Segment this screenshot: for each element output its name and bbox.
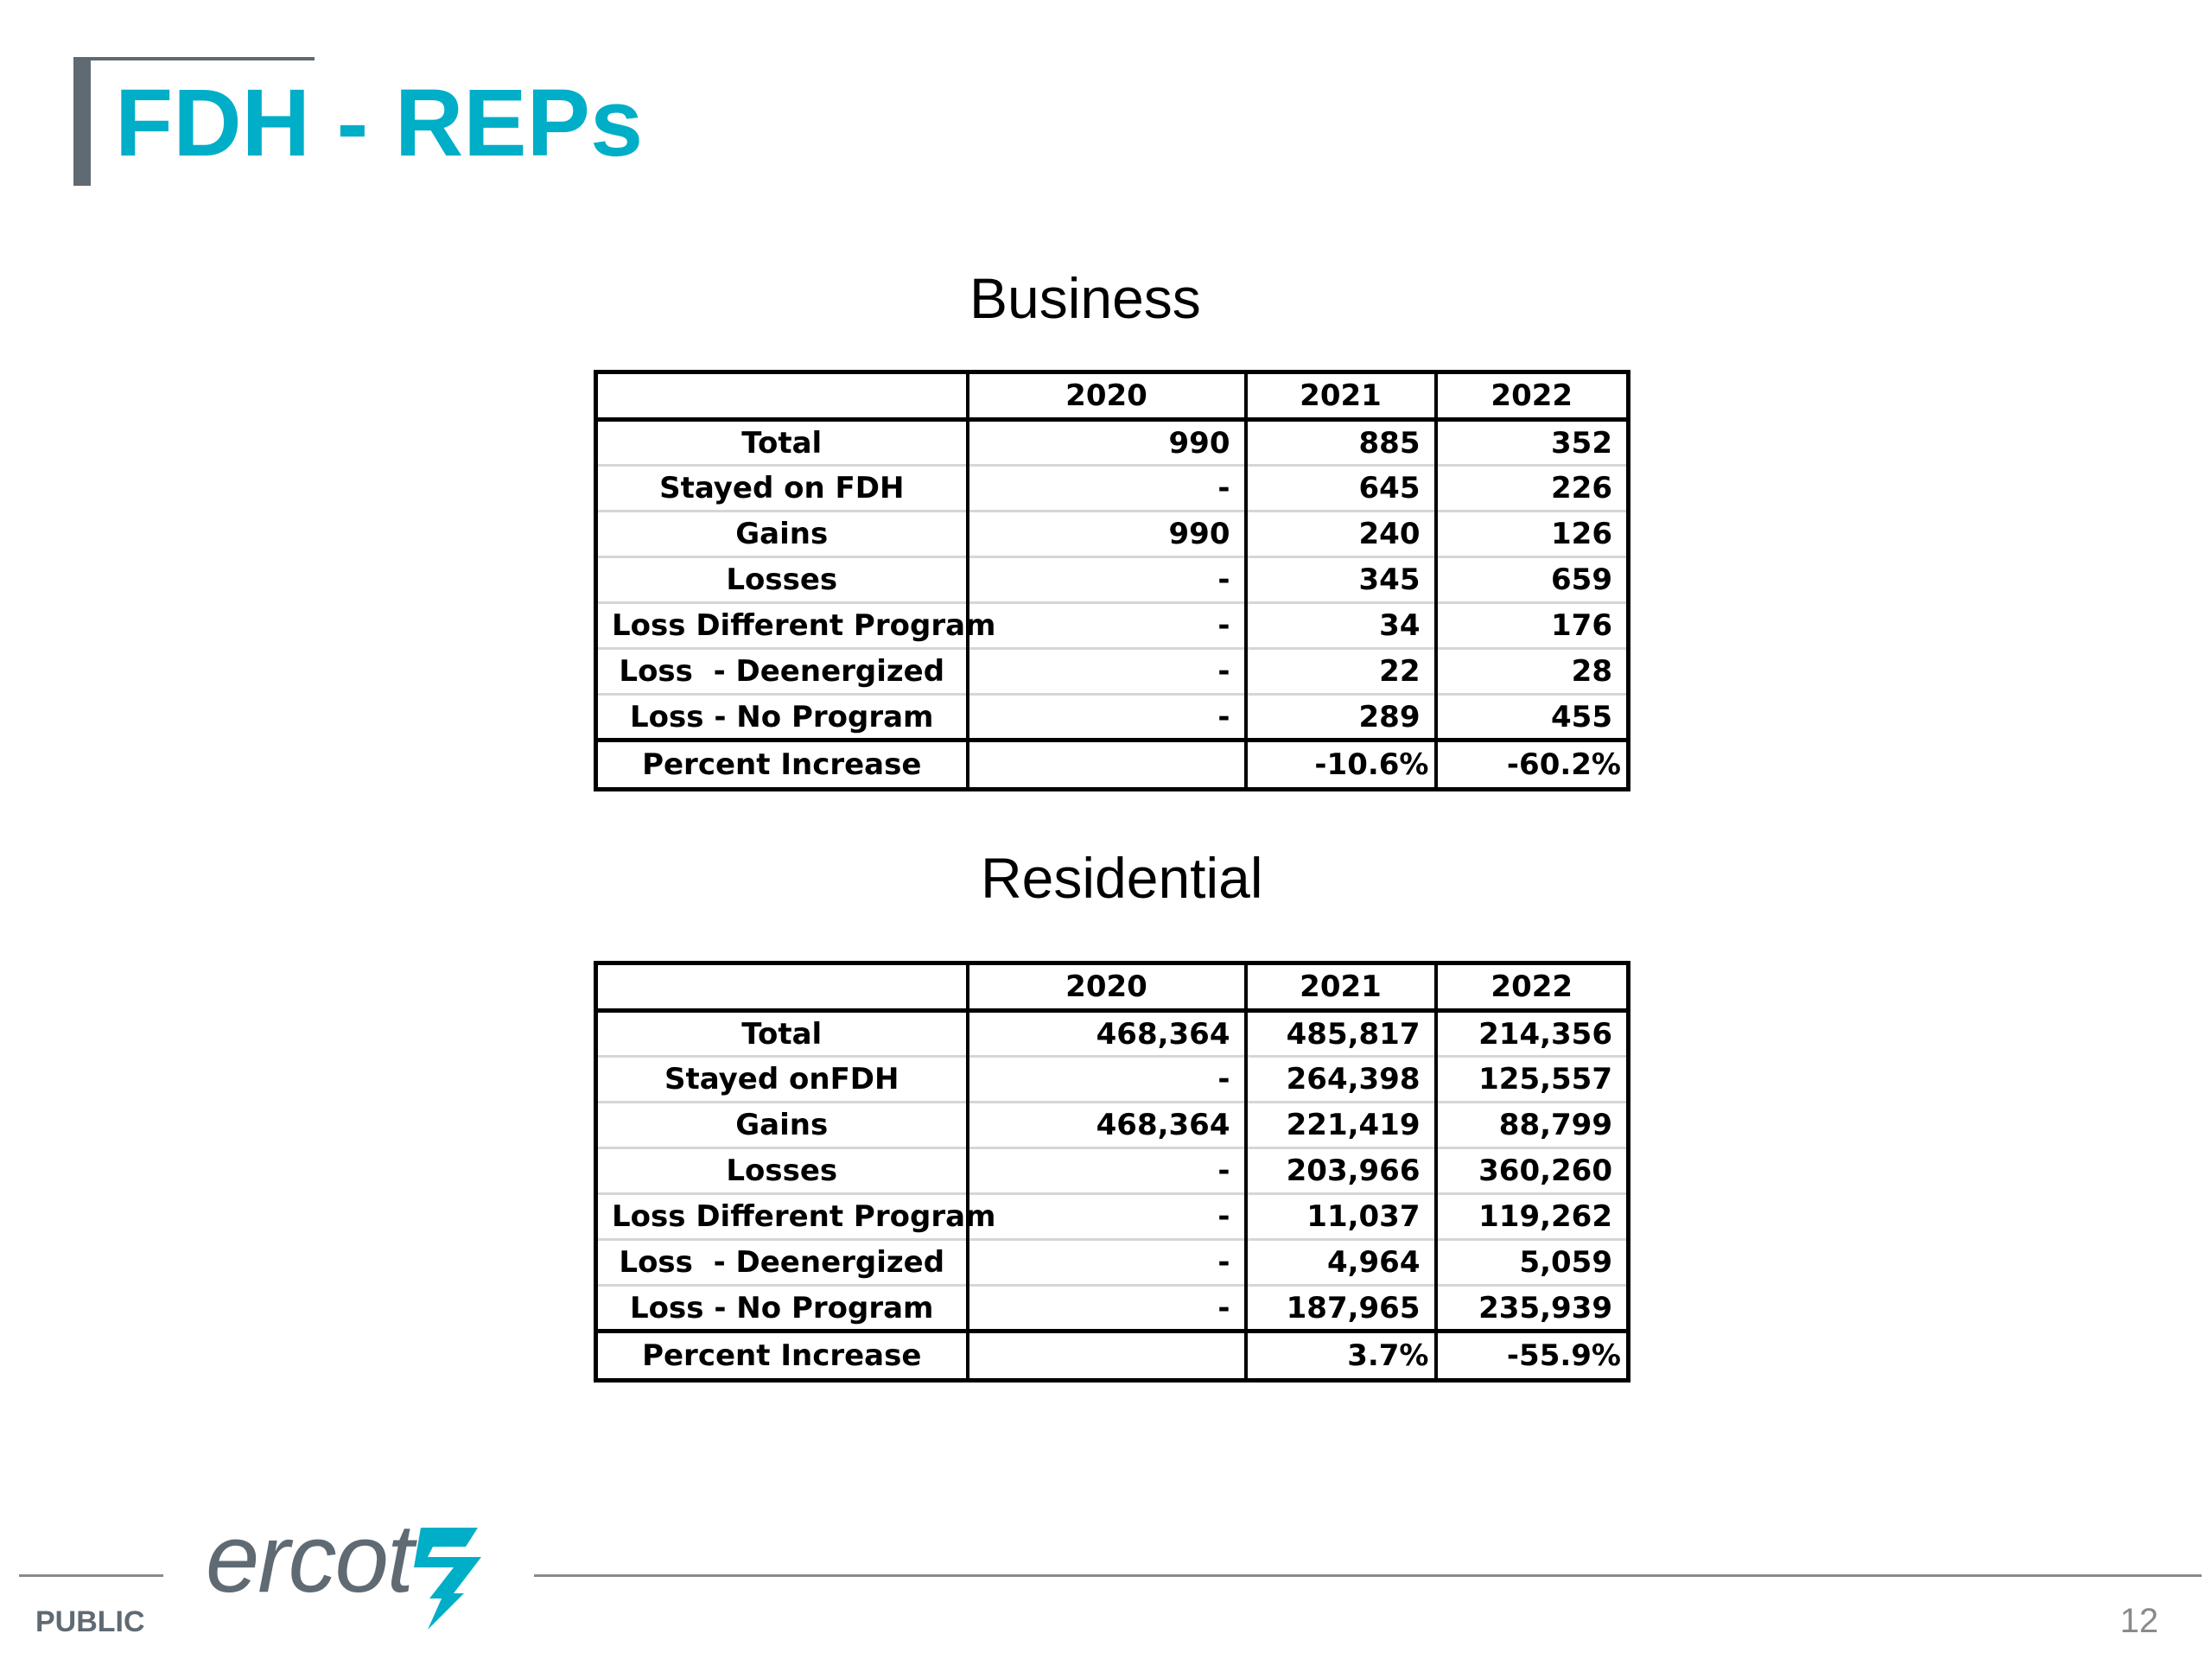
title-accent-bar (73, 58, 91, 186)
residential-table (594, 961, 1630, 1382)
row-label: Total (596, 420, 968, 466)
cell-2021: 885 (1246, 420, 1436, 466)
row-label: Loss - No Program (596, 695, 968, 741)
cell-2021: 345 (1246, 557, 1436, 603)
row-label: Stayed onFDH (596, 1057, 968, 1103)
row-label: Gains (596, 512, 968, 557)
cell-2021: 264,398 (1246, 1057, 1436, 1103)
table-row (596, 1057, 1629, 1103)
cell-2020: 990 (968, 420, 1246, 466)
cell-2022: 226 (1436, 466, 1629, 512)
cell-2022: 176 (1436, 603, 1629, 649)
row-label: Percent Increase (596, 741, 968, 790)
row-label: Percent Increase (596, 1332, 968, 1381)
header-cell (596, 372, 968, 420)
cell-2022: 126 (1436, 512, 1629, 557)
row-label: Stayed on FDH (596, 466, 968, 512)
cell-2021: 221,419 (1246, 1103, 1436, 1148)
cell-2020: 468,364 (968, 1011, 1246, 1057)
cell-2020: 468,364 (968, 1103, 1246, 1148)
cell-2021: 645 (1246, 466, 1436, 512)
table-row (596, 420, 1629, 466)
cell-2021: 289 (1246, 695, 1436, 741)
cell-2020: - (968, 1148, 1246, 1194)
table-row (596, 1240, 1629, 1286)
business-table (594, 370, 1630, 791)
cell-2020: - (968, 695, 1246, 741)
cell-2021: 3.7% (1246, 1332, 1436, 1381)
row-label: Total (596, 1011, 968, 1057)
cell-2020: 990 (968, 512, 1246, 557)
table-row (596, 603, 1629, 649)
cell-2020: - (968, 1240, 1246, 1286)
footer-classification: PUBLIC (35, 1605, 145, 1638)
table-header-row (596, 372, 1629, 420)
table-header-row (596, 963, 1629, 1011)
cell-2022: 352 (1436, 420, 1629, 466)
cell-2022: 119,262 (1436, 1194, 1629, 1240)
cell-2021: 4,964 (1246, 1240, 1436, 1286)
cell-2021: -10.6% (1246, 741, 1436, 790)
cell-2021: 240 (1246, 512, 1436, 557)
business-section-title: Business (969, 266, 1201, 330)
row-label: Loss Different Program (596, 603, 968, 649)
header-cell-2020: 2020 (968, 372, 1246, 420)
residential-section-title: Residential (981, 846, 1263, 910)
page-number: 12 (2120, 1602, 2158, 1640)
percent-increase-row (596, 1332, 1629, 1381)
row-label: Loss - Deenergized (596, 1240, 968, 1286)
table-row (596, 649, 1629, 695)
table-row (596, 512, 1629, 557)
cell-2022: 28 (1436, 649, 1629, 695)
ercot-lightning-icon (402, 1522, 497, 1631)
table-row (596, 1286, 1629, 1332)
cell-2022: 214,356 (1436, 1011, 1629, 1057)
cell-2021: 485,817 (1246, 1011, 1436, 1057)
slide-title: FDH - REPs (115, 70, 644, 176)
cell-2022: 455 (1436, 695, 1629, 741)
table-row (596, 1148, 1629, 1194)
cell-2021: 187,965 (1246, 1286, 1436, 1332)
row-label: Loss - Deenergized (596, 649, 968, 695)
ercot-logo-text: ercot (206, 1504, 412, 1612)
table-row (596, 1194, 1629, 1240)
cell-2020: - (968, 1286, 1246, 1332)
cell-2021: 34 (1246, 603, 1436, 649)
cell-2022: 125,557 (1436, 1057, 1629, 1103)
header-cell-2022: 2022 (1436, 963, 1629, 1011)
header-cell-2021: 2021 (1246, 372, 1436, 420)
cell-2022: 659 (1436, 557, 1629, 603)
cell-2022: -60.2% (1436, 741, 1629, 790)
footer-divider-left (19, 1574, 163, 1577)
cell-2021: 11,037 (1246, 1194, 1436, 1240)
cell-2020: - (968, 1057, 1246, 1103)
cell-2022: 5,059 (1436, 1240, 1629, 1286)
table-row (596, 1011, 1629, 1057)
cell-2021: 203,966 (1246, 1148, 1436, 1194)
cell-2020: - (968, 1194, 1246, 1240)
cell-2022: 88,799 (1436, 1103, 1629, 1148)
header-cell (596, 963, 968, 1011)
row-label: Loss - No Program (596, 1286, 968, 1332)
table-row (596, 557, 1629, 603)
cell-2021: 22 (1246, 649, 1436, 695)
cell-2022: 360,260 (1436, 1148, 1629, 1194)
footer-divider-right (534, 1574, 2202, 1577)
cell-2020: - (968, 557, 1246, 603)
row-label: Gains (596, 1103, 968, 1148)
cell-2020 (968, 1332, 1246, 1381)
cell-2020: - (968, 466, 1246, 512)
cell-2022: 235,939 (1436, 1286, 1629, 1332)
cell-2020: - (968, 603, 1246, 649)
cell-2022: -55.9% (1436, 1332, 1629, 1381)
cell-2020 (968, 741, 1246, 790)
table-row (596, 466, 1629, 512)
title-accent-line (73, 57, 315, 60)
percent-increase-row (596, 741, 1629, 790)
table-row (596, 695, 1629, 741)
row-label: Loss Different Program (596, 1194, 968, 1240)
row-label: Losses (596, 557, 968, 603)
header-cell-2021: 2021 (1246, 963, 1436, 1011)
row-label: Losses (596, 1148, 968, 1194)
header-cell-2020: 2020 (968, 963, 1246, 1011)
table-row (596, 1103, 1629, 1148)
header-cell-2022: 2022 (1436, 372, 1629, 420)
cell-2020: - (968, 649, 1246, 695)
